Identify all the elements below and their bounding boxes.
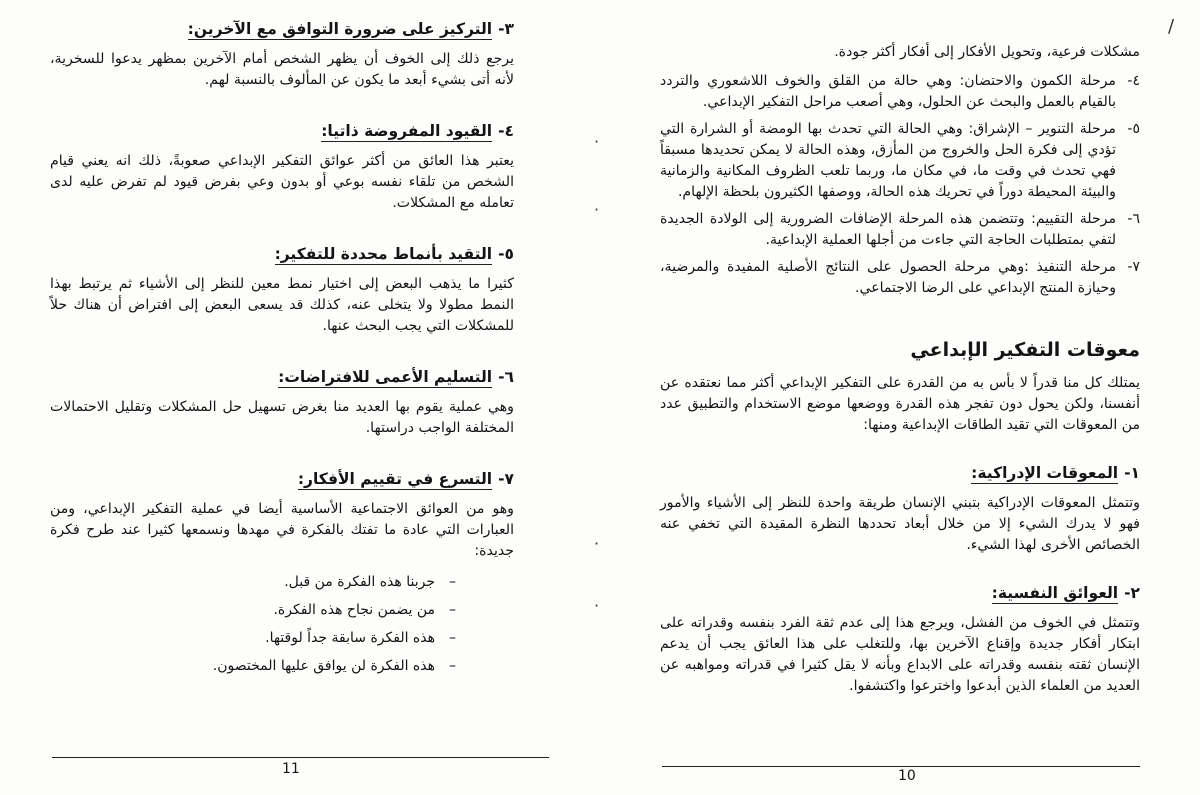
list-item bbox=[50, 628, 456, 649]
phrase-list bbox=[50, 572, 514, 677]
stage-text: مرحلة التنفيذ :وهي مرحلة الحصول على النتائج الأصلية المفيدة والمرضية، وحيازة المنتج الإبداعي على الرضا الاجتماعي. bbox=[660, 259, 1116, 296]
dash-icon: – bbox=[449, 574, 456, 590]
dash-icon: – bbox=[449, 658, 456, 674]
section-text: كثيرا ما يذهب البعض إلى اختيار نمط معين للنظر إلى الأشياء ثم يرتبط بهذا النمط مطولا ولا يتخلى عنه، كذلك قد يسعى البعض إلى افتراض أن هناك حلاً للمشكلات التي يجب البحث عنها. bbox=[50, 276, 514, 334]
margin-dot: · bbox=[594, 596, 600, 615]
list-item-text: هذه الفكرة لن يوافق عليها المختصون. bbox=[212, 658, 435, 674]
section-number: ٥- bbox=[498, 245, 514, 263]
section-text: يعتبر هذا العائق من أكثر عوائق التفكير الإبداعي صعوبةً، ذلك انه يعني قيام الشخص من تلقاء نفسه بوعي أو بدون وعي بفرض قيود لم تفرض عليه لدى تعامله مع المشكلات. bbox=[50, 153, 514, 211]
section-title: التركيز على ضرورة التوافق مع الآخرين: bbox=[187, 20, 493, 38]
list-item-text: جربنا هذه الفكرة من قبل. bbox=[284, 574, 435, 590]
section-thinking-patterns bbox=[50, 245, 514, 337]
corner-mark: / bbox=[1168, 16, 1175, 37]
section-self-constraints bbox=[50, 122, 514, 214]
section-text: وهو من العوائق الاجتماعية الأساسية أيضا في عملية التفكير الإبداعي، ومن العبارات التي عادة ما تفتك بالفكرة في مهدها ونسمعها كثيرا عند طرح فكرة جديدة: bbox=[50, 501, 514, 559]
stage-item bbox=[660, 71, 1140, 113]
margin-dot: · bbox=[594, 132, 600, 151]
section-number: ١- bbox=[1124, 464, 1140, 482]
list-item-text: هذه الفكرة سابقة جداً لوقتها. bbox=[265, 630, 435, 646]
dash-icon: – bbox=[449, 630, 456, 646]
section-heading bbox=[660, 584, 1140, 602]
stage-item bbox=[660, 209, 1140, 251]
footer-rule-left bbox=[52, 757, 549, 758]
stage-item bbox=[660, 257, 1140, 299]
footer-rule-right bbox=[662, 766, 1140, 767]
stage-item bbox=[660, 119, 1140, 203]
section-number: ٤- bbox=[498, 122, 514, 140]
section-heading bbox=[50, 122, 514, 140]
list-item-text: من يضمن نجاح هذه الفكرة. bbox=[273, 602, 435, 618]
stage-text: مرحلة التنوير – الإشراق: وهي الحالة التي تحدث بها الومضة أو الشرارة التي تؤدي إلى فكرة الحل والخروج من المأزق، وهذه الحالة لا يمكن تحديدها مسبقاً فهي تحدث في وقت ما، في مكان ما، وربما تلعب الظروف المكانية والزمانية والبيئة المحيطة دوراً في تحريك هذه الحالة، ووصفها الكثيرون بلحظة الإلهام. bbox=[660, 121, 1116, 200]
section-text: وتتمثل المعوقات الإدراكية بتبني الإنسان طريقة واحدة للنظر إلى الأشياء والأمور فهو لا يدرك الشيء إلا من خلال أبعاد تحددها النظرة المقيدة التي تخفي عنه الخصائص الأخرى لهذا الشيء. bbox=[660, 495, 1140, 553]
section-title: المعوقات الإدراكية: bbox=[971, 464, 1119, 482]
section-blind-assumptions bbox=[50, 368, 514, 439]
section-title: التسليم الأعمى للافتراضات: bbox=[278, 368, 493, 386]
section-perceptual-obstacles bbox=[660, 464, 1140, 556]
list-item bbox=[50, 600, 456, 621]
dash-icon: – bbox=[449, 602, 456, 618]
list-item bbox=[50, 572, 456, 593]
section-title: القيود المفروضة ذاتيا: bbox=[321, 122, 493, 140]
list-item bbox=[50, 656, 456, 677]
section-number: ٧- bbox=[498, 470, 514, 488]
section-heading bbox=[50, 368, 514, 386]
page-number-left: 11 bbox=[282, 761, 300, 777]
section-heading bbox=[50, 245, 514, 263]
margin-dot: · bbox=[594, 534, 600, 553]
section-title: العوائق النفسية: bbox=[991, 584, 1119, 602]
stage-text: مرحلة الكمون والاحتضان: وهي حالة من القلق والخوف اللاشعوري والتردد بالقيام بالعمل والبحث عن الحلول، وهي أصعب مراحل التفكير الإبداعي. bbox=[660, 73, 1116, 110]
section-number: ٢- bbox=[1124, 584, 1140, 602]
stage-number: ٥- bbox=[1127, 121, 1140, 137]
section-heading bbox=[50, 470, 514, 488]
section-title: التسرع في تقييم الأفكار: bbox=[297, 470, 493, 488]
section-number: ٣- bbox=[498, 20, 514, 38]
intro-line: مشكلات فرعية، وتحويل الأفكار إلى أفكار أكثر جودة. bbox=[834, 44, 1140, 60]
section-text: وتتمثل في الخوف من الفشل، ويرجع هذا إلى عدم ثقة الفرد بنفسه وقدراته على ابتكار أفكار جديدة وإقناع الآخرين بها، وللتغلب على هذا العائق يجب أن يدعم الإنسان ثقته بنفسه وقدراته على الابداع وبأنه لا يقل كثيرا في قدراته ومواهبه عن العديد من العلماء الذين أبدعوا واخترعوا واكتشفوا. bbox=[660, 615, 1140, 694]
stage-text: مرحلة التقييم: وتتضمن هذه المرحلة الإضافات الضرورية إلى الولادة الجديدة لتفي بمتطلبات الحاجة التي جاءت من أجلها العملية الإبداعية. bbox=[660, 211, 1116, 248]
page-10 bbox=[600, 0, 1200, 795]
section-heading bbox=[50, 20, 514, 38]
margin-dot: · bbox=[594, 200, 600, 219]
stage-number: ٧- bbox=[1127, 259, 1140, 275]
stage-number: ٦- bbox=[1127, 211, 1140, 227]
section-title: التقيد بأنماط محددة للتفكير: bbox=[274, 245, 493, 263]
page-number-right: 10 bbox=[898, 768, 916, 784]
chapter-heading: معوقات التفكير الإبداعي bbox=[910, 339, 1140, 361]
stage-number: ٤- bbox=[1127, 73, 1140, 89]
section-psychological-obstacles bbox=[660, 584, 1140, 697]
chapter-intro: يمتلك كل منا قدراً لا بأس به من القدرة على التفكير الإبداعي أكثر مما نعتقده عن أنفسنا، ولكن يحول دون تفجر هذه القدرة ووضعها موضع الاستخدام والتطبيق عدد من المعوقات التي تقيد الطاقات الإبداعية ومنها: bbox=[660, 375, 1140, 433]
section-text: وهي عملية يقوم بها العديد منا بغرض تسهيل حل المشكلات وتقليل الاحتمالات المختلفة الواجب دراستها. bbox=[50, 399, 514, 436]
section-hasty-evaluation bbox=[50, 470, 514, 677]
section-number: ٦- bbox=[498, 368, 514, 386]
section-text: يرجع ذلك إلى الخوف أن يظهر الشخص أمام الآخرين بمظهر يدعوا للسخرية، لأنه أتى بشيء أبعد ما يكون عن المألوف بالنسبة لهم. bbox=[50, 51, 514, 88]
section-conformity bbox=[50, 20, 514, 91]
section-heading bbox=[660, 464, 1140, 482]
